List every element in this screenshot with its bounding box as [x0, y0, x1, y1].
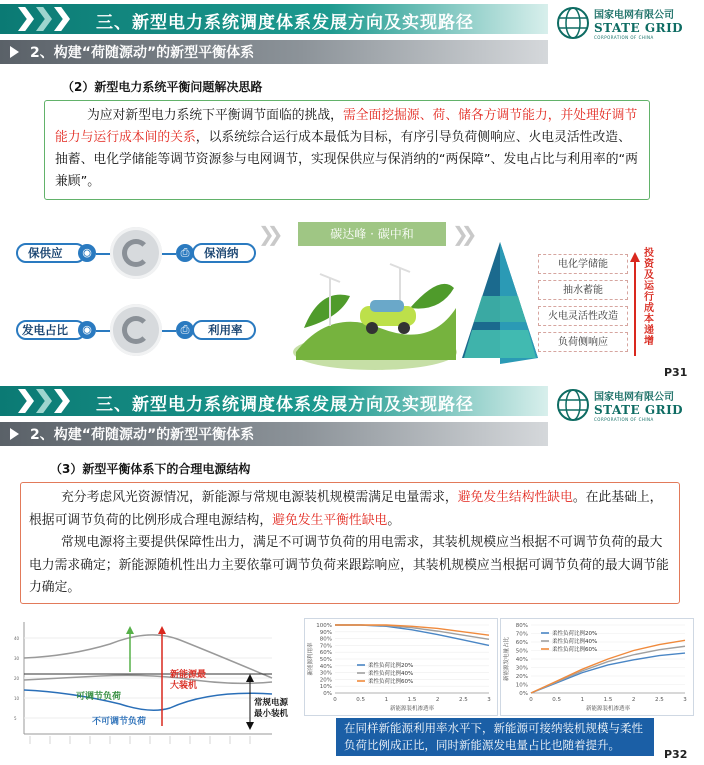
x-tick-label: 0 — [333, 697, 337, 703]
x-tick-label: 2.5 — [458, 697, 468, 703]
x-axis-label: 新能源装机渗透率 — [389, 706, 435, 712]
connector — [162, 253, 176, 255]
page-number: P32 — [664, 748, 688, 761]
triangle-icon — [10, 46, 19, 58]
logo-sub: CORPORATION OF CHINA — [594, 417, 654, 422]
slide-p32 — [0, 382, 704, 765]
pill-utilization: 利用率 — [192, 320, 256, 340]
y-tick-label: 40% — [319, 663, 332, 670]
y-tick-label: 80% — [515, 623, 528, 629]
chevron-icon — [36, 7, 52, 31]
triangle-icon — [10, 428, 19, 440]
chevron-icon — [54, 7, 70, 31]
y-tick-label: 10% — [515, 682, 528, 689]
state-grid-logo — [556, 4, 704, 40]
x-tick-label: 3 — [683, 697, 687, 703]
print-icon: ⎙ — [176, 321, 194, 339]
y-tick-label: 100% — [316, 623, 332, 629]
title-bar — [0, 4, 548, 34]
y-tick-label: 30% — [515, 665, 528, 672]
section-heading: （2）新型电力系统平衡问题解决思路 — [62, 80, 263, 94]
chevron-icon — [36, 389, 52, 413]
y-tick-label: 90% — [319, 629, 332, 636]
logo-sub: CORPORATION OF CHINA — [594, 35, 654, 40]
globe-icon — [556, 388, 590, 422]
x-tick-label: 1 — [384, 697, 389, 703]
svg-text:40: 40 — [14, 636, 20, 641]
paragraph-box — [44, 100, 650, 200]
y-tick-label: 70% — [319, 643, 332, 650]
paragraph-1: 充分考虑风光资源情况，新能源与常规电源装机规模需满足电量需求，避免发生结构性缺电。在此基础上，根据可调节负荷的比例形成合理电源结构，避免发生平衡性缺电。 — [29, 490, 663, 528]
para-text: 为应对新型电力系统下平衡调节面临的挑战， — [87, 108, 343, 123]
slide-title: 三、新型电力系统调度体系发展方向及实现路径 — [96, 395, 474, 415]
x-tick-label: 2 — [435, 697, 440, 703]
x-tick-label: 2 — [631, 697, 636, 703]
eco-car-illustration — [290, 248, 460, 372]
x-tick-label: 0 — [529, 697, 533, 703]
x-tick-label: 1.5 — [603, 697, 613, 703]
carbon-label: 碳达峰 · 碳中和 — [298, 222, 446, 246]
y-tick-label: 10% — [319, 684, 332, 691]
pyramid-label: 负荷侧响应 — [538, 332, 628, 352]
label-conventional-min: 常规电源最小装机 — [254, 698, 289, 719]
chevron-icon — [18, 389, 34, 413]
connector — [162, 330, 176, 332]
title-bar — [0, 386, 548, 416]
caption-box: 在同样新能源利用率水平下，新能源可接纳装机规模与柔性负荷比例成正比，同时新能源发电量占比也随着提升。 — [336, 718, 654, 756]
globe-icon — [556, 6, 590, 40]
para-highlight: 需全面挖掘源、荷、储各方调节能力，并处理好调节能力与运行成本间的关系 — [55, 108, 638, 145]
legend-entry: 柔性负荷比例20% — [368, 663, 414, 669]
pill-absorb: 保消纳 — [192, 243, 256, 263]
connector — [96, 253, 110, 255]
legend-entry: 柔性负荷比例60% — [368, 679, 414, 685]
y-tick-label: 50% — [515, 648, 528, 655]
section-heading: （3）新型平衡体系下的合理电源结构 — [50, 462, 251, 476]
logo-cn: 国家电网有限公司 — [594, 392, 674, 403]
pyramid-label: 电化学储能 — [538, 254, 628, 274]
pill-supply: 保供应 — [16, 243, 86, 263]
slide-p31 — [0, 0, 704, 382]
label-nonadjustable-load: 不可调节负荷 — [92, 717, 147, 727]
y-axis-label: 新能源利用率 — [308, 642, 314, 676]
double-chevron-icon: ❯❯ — [452, 222, 470, 246]
label-adjustable-load: 可调节负荷 — [76, 692, 122, 702]
legend-entry: 柔性负荷比例20% — [552, 631, 598, 637]
x-tick-label: 1.5 — [407, 697, 417, 703]
x-tick-label: 2.5 — [654, 697, 664, 703]
paragraph-2: 常规电源将主要提供保障性出力，满足不可调节负荷的用电需求，其装机规模应当根据不可调节负荷的最大电力需求确定；新能源随机性出力主要依靠可调节负荷来跟踪响应，其装机规模应当根据可调节负荷的最大调节能力确定。 — [29, 535, 669, 595]
pill-gen-share: 发电占比 — [16, 320, 86, 340]
svg-text:5: 5 — [14, 716, 17, 721]
y-tick-label: 20% — [319, 677, 332, 684]
svg-text:20: 20 — [14, 676, 20, 681]
chevron-icon — [54, 389, 70, 413]
x-tick-label: 0.5 — [356, 697, 366, 703]
load-curve-chart — [10, 618, 282, 748]
chevron-icon — [18, 7, 34, 31]
logo-en: STATE GRID — [594, 403, 684, 417]
y-axis-label: 新能源发电量占比 — [504, 636, 510, 682]
subtitle-bar — [0, 40, 548, 64]
pyramid-label: 火电灵活性改造 — [538, 306, 628, 326]
y-tick-label: 40% — [515, 657, 528, 663]
legend-entry: 柔性负荷比例60% — [552, 647, 598, 653]
page-number: P31 — [664, 366, 688, 379]
legend-entry: 柔性负荷比例40% — [368, 671, 414, 677]
svg-text:30: 30 — [14, 656, 20, 661]
subtitle: 2、构建“荷随源动”的新型平衡体系 — [30, 45, 255, 61]
x-tick-label: 0.5 — [552, 697, 562, 703]
globe-icon: ◉ — [78, 321, 96, 339]
logo-en: STATE GRID — [594, 21, 684, 35]
y-tick-label: 60% — [319, 650, 332, 657]
para-highlight: 避免发生平衡性缺电 — [272, 512, 388, 528]
y-tick-label: 20% — [515, 674, 528, 680]
chart-utilization — [304, 618, 498, 716]
arrow-up-icon — [630, 252, 640, 356]
chart-gen-share — [500, 618, 694, 716]
y-tick-label: 0% — [323, 691, 332, 697]
y-tick-label: 60% — [515, 640, 528, 646]
paragraph-box — [20, 482, 680, 604]
para-text: ，以系统综合运行成本最低为目标，有序引导负荷侧响应、火电灵活性改造、抽蓄、电化学储能等调节资源参与电网调节，实现保供应与保消纳的“两保障”、发电占比与利用率的“两兼顾”。 — [55, 130, 638, 189]
pyramid-diagram — [460, 240, 540, 364]
subtitle: 2、构建“荷随源动”的新型平衡体系 — [30, 427, 255, 443]
slide-title: 三、新型电力系统调度体系发展方向及实现路径 — [96, 13, 474, 33]
x-axis-label: 新能源装机渗透率 — [585, 706, 631, 712]
logo-cn: 国家电网有限公司 — [594, 10, 674, 21]
pyramid-label: 抽水蓄能 — [538, 280, 628, 300]
print-icon: ⎙ — [176, 244, 194, 262]
cost-vertical-text: 投资及运行成本递增 — [644, 248, 654, 347]
y-tick-label: 70% — [515, 631, 528, 638]
para-highlight: 避免发生结构性缺电 — [457, 490, 573, 505]
subtitle-bar — [0, 422, 548, 446]
connector — [96, 330, 110, 332]
y-tick-label: 0% — [519, 691, 528, 697]
svg-text:10: 10 — [14, 696, 20, 701]
recycle-icon — [110, 304, 162, 356]
y-tick-label: 80% — [319, 636, 332, 643]
y-tick-label: 50% — [319, 657, 332, 663]
state-grid-logo — [556, 386, 704, 422]
label-renewable-max: 新能源最大装机 — [170, 670, 207, 691]
globe-icon: ◉ — [78, 244, 96, 262]
x-tick-label: 1 — [580, 697, 585, 703]
double-chevron-icon: ❯❯ — [258, 222, 276, 246]
legend-entry: 柔性负荷比例40% — [552, 639, 598, 645]
y-tick-label: 30% — [319, 670, 332, 677]
recycle-icon — [110, 227, 162, 279]
x-tick-label: 3 — [487, 697, 491, 703]
series-line — [531, 646, 685, 693]
